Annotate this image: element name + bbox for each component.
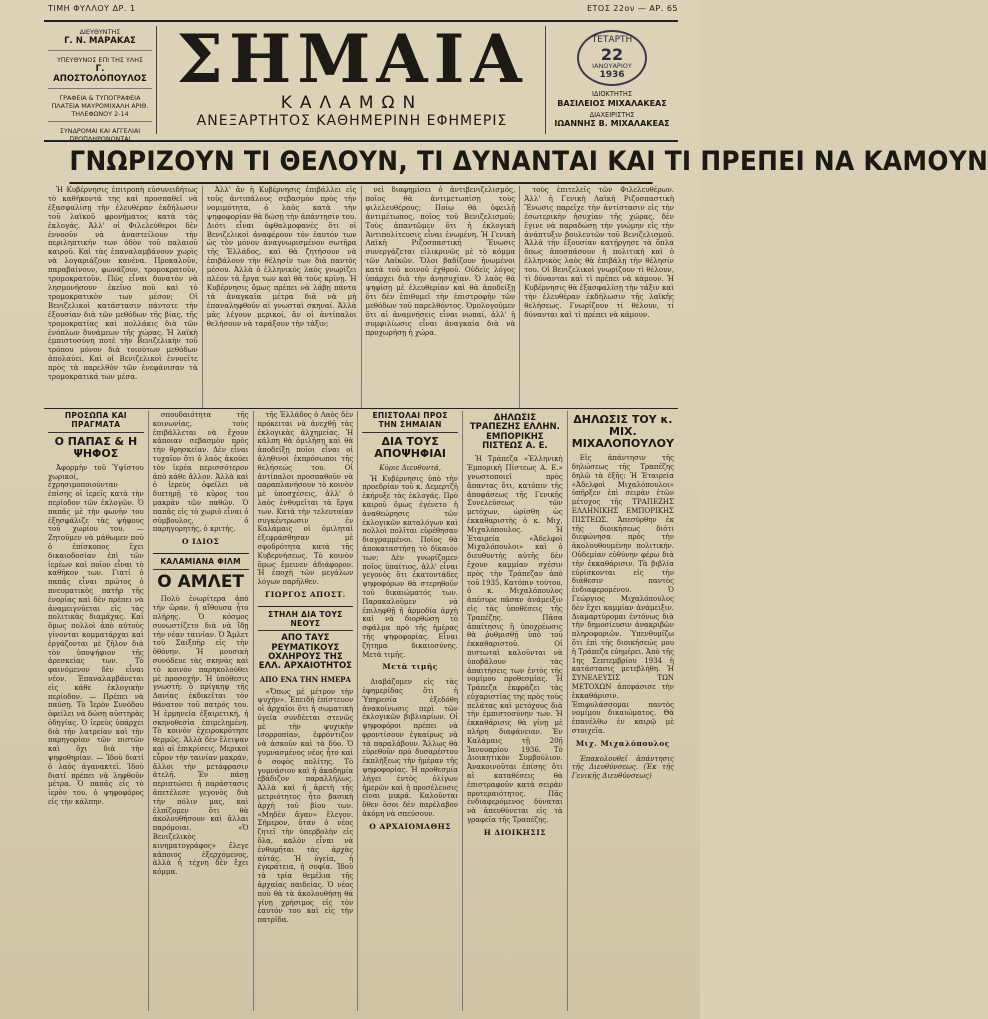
masthead-credits-right	[545, 26, 678, 134]
article-body: Ἡ Κυβέρνησις ὑπὸ τὴν προεδρίαν τοῦ κ. Δεμερτζῆ ἐκήρυξε τὰς ἐκλογάς. Πρὸ καιροῦ ὅμως ἐγένετο ἡ ἀναθεώρησις τῶν ἐκλογικῶν καταλόγων καὶ πολλοὶ πολῖται εὑρέθησαν διαγραμμένοι. Ποῖος θὰ ἀποκαταστήσῃ τὸ δίκαιόν των; Δὲν γνωρίζομεν ποῖος ὑπαίτιος, ἀλλ' εἶναι γεγονὸς ὅτι ἑκατοντάδες ψηφοφόρων θὰ στερηθοῦν τοῦ δικαιώματός των. Παρακαλοῦμεν νὰ ἐπιληφθῇ ἡ ἁρμοδία ἀρχὴ καὶ νὰ διορθώσῃ τὸ σφάλμα πρὸ τῆς ἡμέρας τῆς ψηφοφορίας. Εἶναι ζήτημα δικαιοσύνης. Μετὰ τιμῆς.	[362, 474, 458, 659]
article-signature: Ο ΑΡΧΑΙΟΜΑΘΗΣ	[369, 821, 452, 831]
credit-label: ΔΙΕΥΘΥΝΤΗΣ	[79, 28, 121, 36]
section-label: ΠΡΟΣΩΠΑ ΚΑΙ ΠΡΑΓΜΑΤΑ	[48, 411, 144, 433]
lead-column	[203, 186, 362, 408]
price-label: ΤΙΜΗ ΦΥΛΛΟΥ ΔΡ. 1	[48, 4, 136, 13]
lead-text: τοὺς ἐπιτελεῖς τῶν Φιλελευθέρων. Ἀλλ' ἡ Γενικὴ Λαϊκὴ Ριζοσπαστικὴ Ἕνωσις παρεῖχε τὴν ἀντίστασιν εἰς τὴν ἐσωτερικὴν ἡσυχίαν τῆς χώρας, δὲν ἔγινε νὰ παραδώσῃ τὴν γνώμην εἰς τὴν ἀνάπτυξιν βουλευτῶν τοῦ Βενιζελισμοῦ. Ἀλλὰ τὴν ἐξουσίαν κατῄργησε τὰ ὅπλα ὅπως ἀποσπάσουν ἡ πολιτικὴ καὶ ὁ ἑλληνικὸς λαὸς θὰ ἐπιβάλῃ τὴν θέλησίν του. Οἱ Βενιζελικοὶ γνωρίζουν τὶ θέλουν, τὶ δύνανται καὶ τὶ πρέπει νὰ κάμουν. Ἡ Κυβέρνησις θὰ ἐξασφαλίσῃ τὴν τάξιν καὶ τὴν ἐλευθέραν ἐκδήλωσιν τῆς λαϊκῆς θελήσεως. Γνωρίζουν τί θέλουν, τί δύνανται καὶ τί πρέπει νὰ κάμουν.	[524, 185, 674, 319]
top-strip	[48, 4, 678, 18]
article-body: Διαβάζομεν εἰς τὰς ἐφημερίδας ὅτι ἡ Ὑπηρεσία ἐξεδόθη ἀνακοίνωσις περὶ τῶν ἐκλογικῶν βιβλιαρίων. Οἱ ψηφοφόροι πρέπει νὰ φροντίσουν ἐγκαίρως νὰ τὰ παραλάβουν. Ἄλλως θὰ εὑρεθοῦν πρὸ δυσαρέστου ἐκπλήξεως τὴν ἡμέραν τῆς ψηφοφορίας. Ἡ προθεσμία λήγει ἐντὸς ὀλίγων ἡμερῶν καὶ ἡ προσέλευσις εἶναι μικρά. Καλοῦνται ὅθεν ὅσοι δὲν παρέλαβον ἀκόμη νὰ σπεύσουν.	[362, 678, 458, 819]
date-weekday: ΤΕΤΑΡΤΗ	[591, 35, 633, 45]
credit-label: ΓΡΑΦΕΙΑ & ΤΥΠΟΓΡΑΦΕΙΑ	[59, 93, 141, 102]
column-bank-statement	[463, 411, 568, 1011]
date-year: 1936	[599, 69, 625, 80]
article-signature: Ο ΙΔΙΟΣ	[181, 537, 220, 547]
divider	[153, 553, 249, 554]
article-subtitle: ΑΠΟ ΕΝΑ ΤΗΝ ΗΜΕΡΑ	[259, 674, 351, 684]
credit-value: ΠΛΑΤΕΙΑ ΜΑΥΡΟΜΙΧΑΛΗ ΑΡΙΘ. ΤΗΛΕΦΩΝΟΥ 2-14	[51, 101, 149, 118]
article-signature: Μετὰ τιμῆς	[382, 662, 438, 672]
article-body: Ἡ Τράπεζα «Ἑλληνικὴ Ἐμπορικὴ Πίστεως Α. Ε.» γνωστοποιεῖ πρὸς ἅπαντας ὅτι, κατόπιν τῆς ἀποφάσεως τῆς Γενικῆς Συνελεύσεως τῶν μετόχων, ὡρίσθη ὡς ἐκκαθαριστὴς ὁ κ. Μιχ. Μιχαλόπουλος. Ἡ Ἐταιρεία «Ἀδελφοὶ Μιχαλόπουλοι» καὶ ὁ διευθυντὴς αὐτῆς δὲν ἔχουν καμμίαν σχέσιν πρὸς τὴν Τράπεζαν ἀπὸ τοῦ 1935. Κατόπιν τούτου, ὁ κ. Μιχαλόπουλος ἀπέσυρε πᾶσαν ἀνάμειξιν εἰς τὰς ὑποθέσεις τῆς Τραπέζης. Πᾶσα ἀπαίτησις ἢ ὑποχρέωσις θὰ ῥυθμισθῇ ὑπὸ τοῦ ἐκκαθαριστοῦ. Οἱ πιστωταὶ καλοῦνται νὰ ὑποβάλουν τὰς ἀπαιτήσεις των ἐντὸς τῆς νομίμου προθεσμίας. Ἡ Τράπεζα ἐκφράζει τὰς εὐχαριστίας της πρὸς τοὺς πελάτας καὶ μετόχους διὰ τὴν ἐμπιστοσύνην των. Ἡ ἐκκαθάρισις θὰ γίνῃ μὲ πλήρη διαφάνειαν. Ἐν Καλάμαις τῇ 20ῇ Ἰανουαρίου 1936. Τὸ Διοικητικὸν Συμβούλιον. Ἀνακοινοῦται ἐπίσης ὅτι αἱ καταθέσεις θὰ ἐπιστραφοῦν κατὰ σειρὰν προτεραιότητος. Πᾶς ἐνδιαφερόμενος δύναται νὰ ἀπευθύνεται εἰς τὰ γραφεῖα τῆς Τραπέζης.	[467, 455, 563, 825]
credit-value: ΒΑΣΙΛΕΙΟΣ ΜΙΧΑΛΑΚΕΑΣ	[557, 98, 667, 108]
lead-text: Ἀλλ' ἂν ἡ Κυβέρνησις ἐπιβάλλει εἰς τοὺς ἀντιπάλους σεβασμὸν πρὸς τὴν νομιμότητα, ὁ λαὸς κατὰ τὴν ψηφοφορίαν θὰ δώσῃ τὴν ἀπάντησίν του. Διότι εἶναι ὀφθαλμοφανὲς ὅτι οἱ Βενιζελικοὶ ἀναφέρουν τὸν ἑαυτόν των ὡς τὸν μόνον ἀναγνωρισμένον σωτῆρα τῆς Ἑλλάδος, καὶ θὰ ζητήσουν νὰ ἐπιβάλουν τὴν θέλησίν των διὰ παντὸς μέσου. Ἀλλὰ ὁ ἑλληνικὸς λαὸς γνωρίζει πλέον τὰ ἔργα των καὶ θὰ τοὺς κρίνῃ. Ἡ Κυβέρνησις ὅμως πρέπει νὰ λάβῃ πάντα τὰ ἀναγκαῖα μέτρα διὰ νὰ μὴ ἐπαναληφθοῦν αἱ γνωσταὶ σκηναί. Ἀλλὰ μᾶς λέγουν μερικοί, ἂν οἱ ἀντίπαλοι θελήσουν νὰ ταράξουν τὴν τάξιν;	[206, 185, 357, 328]
article-body: Εἰς ἀπάντησιν τῆς δηλώσεως τῆς Τραπέζης δηλῶ τὰ ἑξῆς: Ἡ Ἐταιρεία «Ἀδελφοὶ Μιχαλόπουλοι» ὑπῆρξεν ἐπὶ σειρὰν ἐτῶν μέτοχος τῆς ΤΡΑΠΕΖΗΣ ΕΛΛΗΝΙΚΗΣ ΕΜΠΟΡΙΚΗΣ ΠΙΣΤΕΩΣ. Ἀπεσύρθην ἐκ τῆς διοικήσεως διότι διεφώνησα πρὸς τὴν ἀκολουθουμένην πολιτικήν. Οὐδεμίαν εὐθύνην φέρω διὰ τὴν ἐκκαθάρισιν. Τὰ βιβλία εὑρίσκονται εἰς τὴν διάθεσιν παντὸς ἐνδιαφερομένου. Ὁ Γεώργιος Μιχαλόπουλος δὲν ἔχει καμμίαν ἀνάμειξιν. Διαμαρτύρομαι ἐντόνως διὰ τὴν δημοσίευσιν ἀνακριβῶν πληροφοριῶν. Ὑπενθυμίζω ὅτι ἐπὶ τῆς διοικήσεώς μου ἡ Τράπεζα εὐημέρει. Ἀπὸ τῆς 1ης Σεπτεμβρίου 1934 ἡ κατάστασις μετεβλήθη. Ἡ ΣΥΝΕΛΕΥΣΙΣ ΤΩΝ ΜΕΤΟΧΩΝ ἀπεφάσισε τὴν ἐκκαθάρισιν. Ἐπιφυλάσσομαι παντὸς νομίμου δικαιώματος. Θὰ ἐπανέλθω ἐν καιρῷ μὲ στοιχεῖα.	[571, 454, 674, 735]
column-youth	[254, 411, 359, 1011]
lead-text: νεὶ διαφημίσει ὁ ἀντιβενιζελισμός, ποῖος θὰ ἀντιμετωπίσῃ τοὺς φιλελευθέρους; Ποίῳ θὰ ὀφειλῇ ἀντιμέτωπος, ποῖος τοῦ Βενιζελισμοῦ; Τοὺς ἀπαντῶμεν ὅτι ἡ ἐκλογικὴ Ἀντιπολίτευσις εἶναι ἑνωμένη. Ἡ Γενικὴ Λαϊκὴ Ριζοσπαστικὴ Ἕνωσις συνεργάζεται εἰλικρινῶς μὲ τὸ κόμμα τῶν Λαϊκῶν. Ὅλοι βαδίζουν ἡνωμένοι κατὰ τοῦ κοινοῦ ἐχθροῦ. Οὐδεὶς λόγος ὑπάρχει διὰ τὴν ἀνησυχίαν. Ὁ λαὸς θὰ ψηφίσῃ μὲ ἐλευθερίαν καὶ θὰ ἀποδείξῃ ὅτι δὲν ἐπιθυμεῖ τὴν ἐπιστροφὴν τῶν μεθόδων τοῦ παρελθόντος. Ὁμολογοῦμεν ὅτι αἱ ἀναμνήσεις εἶναι νωπαί, ἀλλ' ἡ συμφιλίωσις εἶναι ἀναγκαία διὰ νὰ προχωρήσῃ ἡ χώρα.	[365, 185, 516, 337]
article-title: ΑΠΟ ΤΑΥΣ ΡΕΥΜΑΤΙΚΟΥΣ ΟΧΛΗΡΟΥΣ ΤΗΣ ΕΛΛ. ΑΡΧΑΙΟΤΗΤΟΣ	[258, 633, 352, 672]
article-body: «Ὅπως μὲ μέτρον τὴν ψυχήν». Ἐπειδὴ ἐπίστευον οἱ ἀρχαῖοι ὅτι ἡ σωματικὴ ὑγεία συνδέεται στενῶς μὲ τὴν ψυχικὴν ἰσορροπίαν, ἐφρόντιζον νὰ ἀσκοῦν καὶ τὰ δύο. Ὁ γυμνασμένος νέος ἦτο καὶ ὁ σοφὸς πολίτης. Τὸ γυμνάσιον καὶ ἡ ἀκαδημία ἐβάδιζον παραλλήλως. Ἀλλὰ καὶ ἡ ἀρετὴ τῆς μετριότητος ἦτο βασικὴ ἀρχὴ τοῦ βίου των. «Μηδὲν ἄγαν» ἔλεγον. Σήμερον, ὅταν ὁ νέος ζητεῖ τὴν ὑπερβολὴν εἰς ὅλα, καλὸν εἶναι νὰ ἐνθυμῆται τὰς ἀρχὰς αὐτάς. Ἡ ὑγεία, ἡ ἐγκράτεια, ἡ σοφία. Ἰδοὺ τὰ τρία θεμέλια τῆς ἀρχαίας παιδείας. Ὁ νέος ποὺ θὰ τὰ ἀκολουθήσῃ θὰ γίνῃ χρήσιμος εἰς τὸν ἑαυτόν του καὶ εἰς τὴν πατρίδα.	[257, 687, 354, 925]
letter-salutation: Κύριε Διευθυντά,	[379, 463, 441, 472]
lead-column	[520, 186, 678, 408]
column-persons-things	[44, 411, 149, 1011]
credit-label: ΙΔΙΟΚΤΗΤΗΣ	[591, 90, 633, 98]
section-label: ΕΠΙΣΤΟΛΑΙ ΠΡΟΣ ΤΗΝ ΣΗΜΑΙΑΝ	[362, 411, 458, 433]
article-body: σπουδαιότητα τῆς κοινωνίας, τοὺς ἐπιβάλλεται νὰ ἔχουν κάποιαν σεβασμὸν πρὸς τὴν θρησκείαν. Δὲν εἶναι τυχαῖον ὅτι ὁ λαὸς ἀκούει τὸν ἱερέα περισσότερον ἀπὸ κάθε ἄλλον. Ἀλλὰ καὶ ὁ ἱερεὺς ὀφείλει νὰ διατηρῇ τὸ κῦρος του μακρὰν τῶν παθῶν. Ὁ παπᾶς εἰς τὸ χωριὸ εἶναι ὁ σύμβουλος, ὁ παρηγορητής, ὁ κριτής.	[152, 411, 249, 534]
lead-column	[362, 186, 521, 408]
credit-label: ΥΠΕΥΘΥΝΟΣ ΕΠΙ ΤΗΣ ΥΛΗΣ	[56, 55, 144, 64]
column-film	[149, 411, 254, 1011]
section-label: ΚΑΛΑΜΙΑΝΑ ΦΙΛΜ	[153, 557, 249, 570]
article-title: Ο ΠΑΠΑΣ & Η ΨΗΦΟΣ	[54, 434, 138, 460]
article-body: τῆς Ἑλλάδος ὁ Λαὸς δὲν πρόκειται νὰ ἀνεχθῇ τὰς ἐκλογικὰς ἀλχημείας. Ἡ κάλπη θὰ ὁμιλήσῃ καὶ θὰ ἀποδείξῃ ποῖοι εἶναι οἱ ἀληθινοὶ ἐκπρόσωποι τῆς θελήσεώς του. Οἱ ἀντίπαλοι προσπαθοῦν νὰ παραπλανήσουν τὸ κοινὸν μὲ ὑποσχέσεις, ἀλλ' ὁ λαὸς ἐνθυμεῖται τὰ ἔργα των. Κατὰ τὴν τελευταίαν συγκέντρωσιν ἐν Καλάμαις οἱ ὁμιληταὶ ἐξεφράσθησαν μὲ σφοδρότητα κατὰ τῆς Κυβερνήσεως. Τὸ κοινὸν ὅμως ἔμεινεν ἀδιάφορον. Ἡ ἐποχὴ τῶν μεγάλων λόγων παρῆλθεν.	[257, 411, 354, 587]
article-title: ΔΗΛΩΣΙΣ ΤΡΑΠΕΖΗΣ ΕΛΛΗΝ. ΕΜΠΟΡΙΚΗΣ ΠΙΣΤΕΩΣ Α. Ε.	[469, 413, 560, 452]
newspaper-tagline: ΑΝΕΞΑΡΤΗΤΟΣ ΚΑΘΗΜΕΡΙΝΗ ΕΦΗΜΕΡΙΣ	[196, 113, 508, 129]
article-title: Ο ΑΜΛΕΤ	[157, 571, 245, 592]
date-stamp	[577, 30, 647, 86]
column-michalopoulos-statement	[568, 411, 678, 1011]
lower-section	[44, 411, 678, 1011]
credit-value: ΙΩΑΝΝΗΣ Β. ΜΙΧΑΛΑΚΕΑΣ	[554, 119, 670, 129]
credit-value: Γ. Ν. ΜΑΡΑΚΑΣ	[64, 36, 136, 46]
article-body: Ἀφορμὴν τοῦ Ὑψίστου χωρικοί, ἐχρησιμοποιούνταν ἐπίσης οἱ ἱερεῖς κατὰ τὴν περίοδον τῶν ἐκλογῶν. Ὁ παπᾶς μὲ τὴν φωνὴν του ἐξησφάλιζε τὰς ψήφους τοῦ χωρίου του. — Ζητοῦμεν νὰ μάθωμεν ποῦ ὁ ἐπίσκοπος ἔχει δικαιοδοσίαν ἐπὶ τῶν ἱερέων καὶ ποῖον εἶναι τὸ καθῆκον των. Γιατί ὁ παπᾶς εἶναι πρώτος ὁ πνευματικὸς πατὴρ τῆς ἐνορίας καὶ δὲν πρέπει νὰ ἀναμειγνύεται εἰς τὰς πολιτικὰς διαμάχας. Καὶ ὅμως πολλοὶ ἀπὸ αὐτοὺς γίνονται κομματάρχαι καὶ ἐργάζονται μὲ ζῆλον διὰ τὸν ὑποψήφιον τῆς ἀρεσκείας των. Τὸ φαινόμενον δὲν εἶναι νέον. Ἐπαναλαμβάνεται εἰς κάθε ἐκλογικὴν περίοδον. — Πρέπει νὰ παύσῃ. Τὸ Ἱερὸν Συνόδου ὀφείλει νὰ δώσῃ αὐστηρὰς ὁδηγίας. Ὁ ἱερεὺς ὑπάρχει διὰ τὴν λατρείαν καὶ τὴν παρηγορίαν τῶν πιστῶν καὶ ὄχι διὰ τὴν ψηφοθηρίαν. — Ἰδοὺ διατί ὁ λαὸς ἀγανακτεῖ. Ἰδοὺ διατί πρέπει νὰ ληφθοῦν μέτρα. Ὁ παπᾶς εἰς τὸ ἱερὸν του, ὁ ψηφοφόρος εἰς τὴν κάλπην.	[48, 463, 144, 807]
article-signature: Μιχ. Μιχαλόπουλος	[575, 738, 670, 748]
article-title: ΔΙΑ ΤΟΥΣ ΑΠΟΨΗΦΙΑΙ	[374, 434, 446, 460]
lead-text: Ἡ Κυβέρνησις ἐπιτροπὴ εὐσυνειδήτως τὸ καθήκοντά της καὶ προσπαθεῖ νὰ ἐξασφαλίσῃ τὴν ἐλευθέραν ἐκδήλωσιν τοῦ λαϊκοῦ φρονήματος κατὰ τὰς ἐκλογάς. Ἀλλ' οἱ Φιλελεύθεροι δὲν ἐννοοῦν νὰ ἀναστείλουν τὴν περιληπτικήν των ὁδὸν τοῦ παλαιοῦ καιροῦ. Καὶ τὰς ἐπαναλαμβάνουν χωρὶς νὰ λογαριάζουν κανένα. Προκαλοῦν, παραβαίνουν, φωνάζουν, τρομοκρατοῦν, τρομοκρατοῦν. Πῶς εἶναι δυνατὸν νὰ λησμονήσουν ἐκεῖνο ποὺ καὶ τὸ τρομοκρατικὸν των μέσον; Οἱ Βενιζελικοὶ κατάστασιν πάντοτε τὴν ἐξουσίαν διὰ τῶν μεθόδων τῆς βίας, τῆς τρομοκρατίας καὶ πολλάκις διὰ τῶν ἐνόπλων δυνάμεων τῆς χώρας. Ἡ λαϊκὴ ἐμπιστοσύνη ποτὲ τὴν Βενιζελικὴν τοῦ τρόπου μόνον διὰ τοιούτων μεθόδων ἀπολαύει. Καὶ οἱ Βενιζελικοὶ ἐννοεῖτε πρὸς τὰ παρελθὸν τῶν ἐνεφάνισαν τὰ τρομοκρατικά των μέσα.	[48, 185, 198, 382]
masthead	[44, 20, 678, 142]
issue-label: ΕΤΟΣ 22ον — ΑΡ. 65	[586, 4, 678, 13]
credit-value: Γ. ΑΠΟΣΤΟΛΟΠΟΥΛΟΣ	[53, 63, 147, 85]
date-month: ΙΑΝΟΥΑΡΙΟΥ	[592, 62, 632, 71]
article-title: ΔΗΛΩΣΙΣ ΤΟΥ κ. ΜΙΧ. ΜΙΧΑΛΟΠΟΥΛΟΥ	[571, 413, 674, 451]
credit-value: ΠΡΟΠΛΗΡΩΝΟΝΤΑΙ	[69, 134, 131, 143]
article-footer: Ἐπακολουθεῖ ἀπάντησις τῆς Διευθύνσεως. (Ἐκ τῆς Γενικῆς Διευθύνσεως)	[571, 754, 674, 781]
date-day: 22	[600, 44, 624, 64]
article-signature: ΓΙΩΡΓΟΣ ΑΠΟΣΤ.	[264, 589, 346, 599]
article-body: Πολὺ ἐνωρίτερα ἀπὸ τὴν ὥραν, ἡ αἴθουσα ἦτο πλήρης. Ὁ κόσμος συνωστίζετο διὰ νὰ ἴδῃ τὴν νέαν ταινίαν. Ὁ Ἄμλετ τοῦ Σαιξπὴρ εἰς τὴν ὀθόνην. Ἡ μουσικὴ συνόδευε τὰς σκηνὰς καὶ τὸ κοινὸν παρηκολούθει μὲ προσοχήν. Ἡ ὑπόθεσις γνωστή: ὁ πρίγκηψ τῆς Δανίας ἐκδικεῖται τὸν θάνατον τοῦ πατρός του. Ἡ ἑρμηνεία ἐξαιρετική, ἡ σκηνοθεσία ἐπιμελημένη. Τὸ κοινὸν ἐχειροκρότησε θερμῶς. Ἀλλὰ δὲν ἔλειψαν καὶ αἱ ἐπικρίσεις. Μερικοὶ εὗρον τὴν ταινίαν μακράν, ἄλλοι τὴν μετάφρασιν ἀτελῆ. Ἐν πάσῃ περιπτώσει ἡ παράστασις ἀπετέλεσε γεγονὸς διὰ τὴν πόλιν μας, καὶ ἐλπίζομεν ὅτι θὰ ἀκολουθήσουν καὶ ἄλλαι παρόμοιαι. «Ὁ Βενιζελικὸς κινηματογράφος» ἔλεγε κάποιος ἐξερχόμενος, ἀλλὰ ἡ τέχνη δὲν ἔχει κόμμα.	[152, 595, 249, 877]
masthead-title-block	[162, 22, 542, 138]
credit-label: ΔΙΑΧΕΙΡΙΣΤΗΣ	[589, 110, 635, 119]
lead-article	[44, 186, 678, 409]
article-signature: Η ΔΙΟΙΚΗΣΙΣ	[483, 827, 547, 837]
section-label: ΣΤΗΛΗ ΔΙΑ ΤΟΥΣ ΝΕΟΥΣ	[258, 610, 354, 632]
newspaper-title: ΣΗΜΑΙΑ	[176, 20, 528, 98]
credit-label: ΣΥΝΔΡΟΜΑΙ ΚΑΙ ΑΓΓΕΛΙΑΙ	[59, 126, 141, 135]
newspaper-subtitle: ΚΑΛΑΜΩΝ	[280, 93, 424, 113]
masthead-credits-left	[44, 26, 157, 143]
main-headline: ΓΝΩΡΙΖΟΥΝ ΤΙ ΘΕΛΟΥΝ, ΤΙ ΔΥΝΑΝΤΑΙ ΚΑΙ ΤΙ ΠΡΕΠΕΙ ΝΑ ΚΑΜΟΥΝ	[69, 142, 652, 184]
lead-column	[44, 186, 203, 408]
divider	[258, 606, 354, 607]
column-letters	[358, 411, 463, 1011]
